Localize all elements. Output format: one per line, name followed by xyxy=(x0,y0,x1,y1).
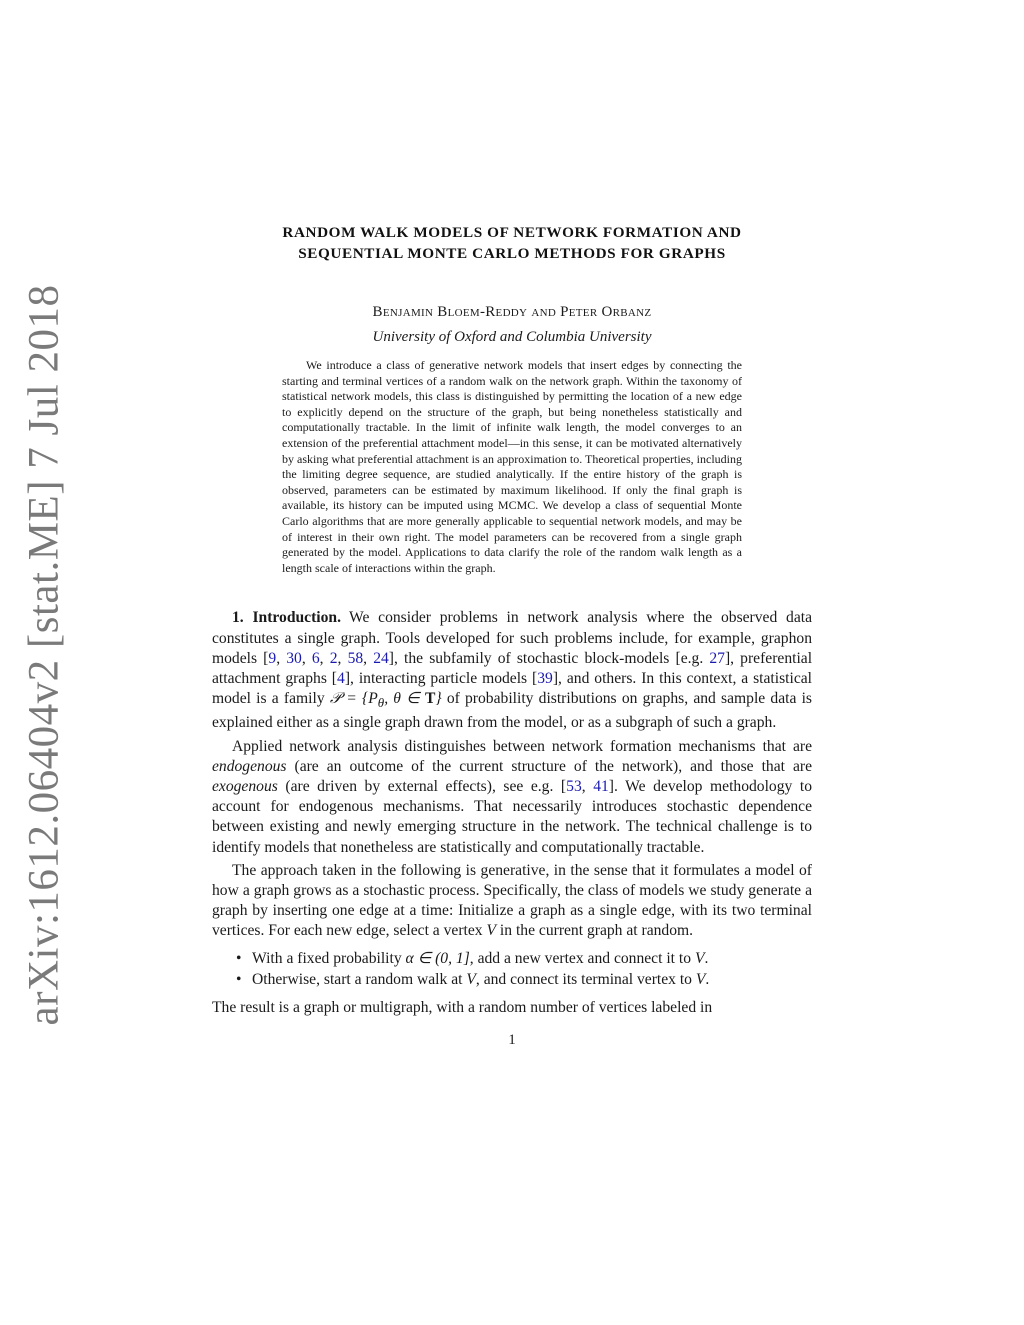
arxiv-identifier-stamp: arXiv:1612.06404v2 [stat.ME] 7 Jul 2018 xyxy=(20,284,68,1026)
math-variable: V xyxy=(695,970,706,988)
introduction-section xyxy=(212,608,812,1018)
citation-link[interactable]: 9 xyxy=(268,649,277,667)
text-run: ], and others. In this context, a statistical model is a family xyxy=(212,669,813,708)
emphasis: exogenous xyxy=(212,778,278,796)
citation-link[interactable]: 53 xyxy=(566,778,582,796)
math-bold-T: T xyxy=(424,690,436,708)
text-run: With a fixed probability xyxy=(252,949,406,967)
text-run: . xyxy=(705,970,710,988)
abstract: We introduce a class of generative network models that insert edges by connecting the starting and terminal vertices of a random walk on the network graph. Within the taxonomy of statistical network models, this class is distinguished by permitting the location of a new edge to explicitly depend on the structure of the graph, but being nonetheless statistically and computationally tractable. In the limit of infinite walk length, the model converges to an extension of the preferential attachment model—in this sense, it can be motivated alternatively by asking what preferential attachment is an approximation to. Theoretical properties, including the limiting degree sequence, are studied analytically. If the entire history of the graph is observed, parameters can be estimated by maximum likelihood. If only the final graph is available, its history can be imputed using MCMC. We develop a class of sequential Monte Carlo algorithms that are more generally applicable to sequential network models, and may be of interest in their own right. The model parameters can be recovered from a single graph generated by the model. Applications to data clarify the role of the random walk length as a length scale of interactions within the graph. xyxy=(282,358,742,575)
citation-link[interactable]: 2 xyxy=(329,649,338,667)
text-run: We consider problems in network analysis where the observed data constitutes a single graph. Tools developed for such problems include, for example, graphon models [ xyxy=(212,609,813,667)
list-item xyxy=(236,948,812,969)
citation-link[interactable]: 41 xyxy=(593,778,609,796)
text-run: (are driven by external effects), see e.g. [ xyxy=(277,778,567,796)
text-run: ]. We develop methodology to account for endogenous mechanisms. That necessarily introduces stochastic dependence between existing and newly emerging structure in the network. The technical challenge is to identify models that nonetheless are statistically and computationally tractable. xyxy=(212,778,813,856)
intro-paragraph-4: The result is a graph or multigraph, with a random number of vertices labeled in xyxy=(212,998,713,1016)
citation-link[interactable]: 39 xyxy=(537,669,553,687)
citation-link[interactable]: 6 xyxy=(311,649,320,667)
math-variable: V xyxy=(694,949,705,967)
text-run: of probability distributions on graphs, and sample data is explained either as a single graph drawn from the model, or as a subgraph of such a graph. xyxy=(212,690,812,732)
section-heading: 1. Introduction. xyxy=(232,609,341,627)
intro-paragraph-3 xyxy=(212,861,812,942)
math-run: , θ ∈ xyxy=(384,690,425,708)
citation-link[interactable]: 27 xyxy=(709,649,725,667)
math-run: 𝒫 = {P xyxy=(329,690,378,708)
intro-paragraph-2: Applied network analysis distinguishes between network formation mechanisms that are endogenous (are an outcome of the current structure of the network), and those that are exogenous (are driven by external effects), see e.g. [53, 41]. We develop methodology to account for endogenous mechanisms. That necessarily introduces stochastic dependence between existing and newly emerging structure in the network. The technical challenge is to identify models that nonetheless are statistically and computationally tractable. xyxy=(212,737,813,856)
bullet-icon: • xyxy=(236,949,242,967)
text-run: in the current graph at random. xyxy=(496,922,694,940)
math-subscript: θ xyxy=(377,695,385,711)
bullet-icon: • xyxy=(236,970,242,988)
citation-link[interactable]: 30 xyxy=(286,649,302,667)
text-run: . xyxy=(704,949,709,967)
text-run: Applied network analysis distinguishes between network formation mechanisms that are xyxy=(232,737,812,755)
text-run: , and connect its terminal vertex to xyxy=(475,970,696,988)
citation-link[interactable]: 4 xyxy=(337,669,345,687)
citation-link[interactable]: 24 xyxy=(373,649,389,667)
text-run: Otherwise, start a random walk at xyxy=(252,970,467,988)
text-run: , add a new vertex and connect it to xyxy=(469,949,695,967)
math-variable: V xyxy=(486,922,497,940)
math-expression: α ∈ (0, 1] xyxy=(405,949,470,967)
title-line-1: RANDOM WALK MODELS OF NETWORK FORMATION AND xyxy=(282,224,742,241)
affiliation: University of Oxford and Columbia University xyxy=(372,329,652,345)
text-run: ], interacting particle models [ xyxy=(344,669,538,687)
text-run: (are an outcome of the current structure of the network), and those that are xyxy=(286,757,812,775)
paper-page xyxy=(212,222,812,1049)
text-run: ], preferential attachment graphs [ xyxy=(212,649,813,687)
text-run: The approach taken in the following is generative, in the sense that it formulates a model of how a graph grows as a stochastic process. Specifically, the class of models we study generate a graph by inserting one edge at a time: Initialize a graph as a single edge, with its two terminal vertices. For each new edge, select a vertex xyxy=(212,861,812,940)
intro-paragraph-1: 1. Introduction. We consider problems in network analysis where the observed data constitutes a single graph. Tools developed for such problems include, for example, graphon models [9, 30, 6, 2, 58, 24], the subfamily of stochastic block-models [e.g. 27], preferential attachment graphs [4], interacting particle models [39], and others. In this context, a statistical model is a family 𝒫 = {$P_\theta$, θ ∈ T} of probability distributions on graphs, and sample data is explained either as a single graph drawn from the model, or as a subgraph of such a graph. xyxy=(212,609,813,732)
emphasis: endogenous xyxy=(212,757,287,775)
page-number: 1 xyxy=(508,1031,516,1048)
author-list: Benjamin Bloem-Reddy and Peter Orbanz xyxy=(372,304,652,320)
math-family xyxy=(329,690,442,711)
text-run: ], the subfamily of stochastic block-models [e.g. xyxy=(388,649,710,667)
math-variable: V xyxy=(466,970,476,988)
bullet-list xyxy=(236,948,812,990)
title-line-2: SEQUENTIAL MONTE CARLO METHODS FOR GRAPHS xyxy=(298,245,726,262)
math-run: } xyxy=(435,690,442,708)
citation-link[interactable]: 58 xyxy=(347,649,364,667)
list-item xyxy=(236,969,812,990)
paper-title xyxy=(212,222,812,264)
